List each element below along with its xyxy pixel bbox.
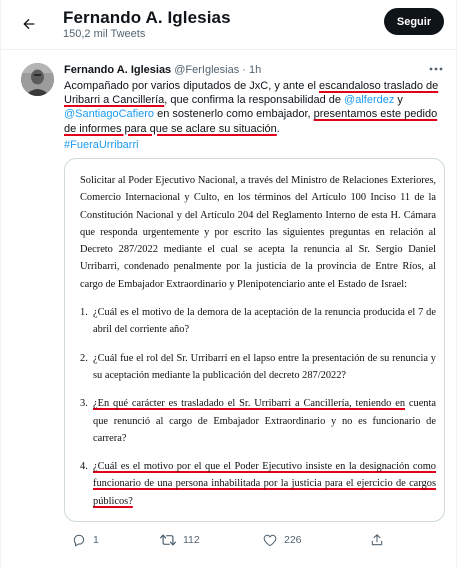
tweet-time[interactable]: 1h — [249, 64, 262, 76]
question-number: 3. — [80, 398, 88, 410]
like-icon — [263, 534, 277, 547]
question-text-underlined: ¿En qué carácter es trasladado el Sr. Urribarri a Cancillería, teniendo en — [93, 398, 406, 410]
document-text — [80, 172, 436, 510]
question-1 — [80, 304, 436, 339]
reply-count: 1 — [93, 534, 99, 546]
mention-alferdez[interactable]: @alferdez — [344, 94, 395, 107]
question-number: 1. — [80, 307, 88, 319]
avatar-image — [21, 63, 54, 96]
reply-icon — [72, 533, 86, 547]
author-handle[interactable]: @FerIglesias — [174, 64, 240, 76]
hashtag-link[interactable]: #FueraUrribarri — [64, 139, 139, 151]
tweet-actions — [64, 530, 445, 550]
retweet-button[interactable] — [160, 530, 200, 550]
back-button[interactable] — [15, 10, 43, 38]
tweet-text-part: , que confirma la responsabilidad de — [164, 94, 345, 107]
question-3 — [80, 395, 436, 447]
share-icon — [370, 533, 384, 547]
more-icon — [429, 67, 443, 71]
question-2 — [80, 350, 436, 385]
like-count: 226 — [284, 534, 302, 546]
more-button[interactable] — [427, 60, 445, 78]
spacer — [80, 384, 436, 395]
question-4 — [80, 458, 436, 510]
divider — [1, 49, 456, 50]
question-number: 2. — [80, 352, 88, 364]
profile-name: Fernando A. Iglesias — [63, 8, 231, 27]
tweet-count: 150,2 mil Tweets — [63, 28, 146, 40]
question-number: 4. — [80, 461, 88, 473]
underlined-phrase: escandaloso traslado de Uribarri a Cancillería — [64, 80, 439, 107]
spacer — [80, 339, 436, 350]
retweet-count: 112 — [183, 534, 200, 546]
share-button[interactable] — [370, 530, 384, 550]
attached-image[interactable] — [64, 158, 445, 522]
tweet-text-part: en sostenerlo como embajador, — [154, 108, 314, 121]
question-text-underlined: ¿Cuál es el motivo por el que el Poder Ejecutivo insiste en la designación como funcionario de una persona inhabilitada por la justicia para el ejercicio de cargos públicos? — [93, 461, 436, 507]
mention-santiagocafiero[interactable]: @SantiagoCafiero — [64, 108, 155, 121]
tweet-text-part: . — [276, 122, 280, 135]
question-text: cuenta que renunció al cargo de Embajador Extraordinario y no es funcionario de carrera? — [93, 398, 436, 444]
tweet-text-part: y — [394, 94, 403, 107]
like-button[interactable] — [263, 530, 302, 550]
author-name[interactable]: Fernando A. Iglesias — [64, 64, 172, 76]
profile-header — [1, 0, 456, 50]
tweet-text-part: Acompañado por varios diputados de JxC, y ante el — [64, 80, 319, 92]
underlined-phrase: presentamos este pedido de informes para que se aclare su situación — [64, 108, 438, 135]
meta-separator: · — [242, 64, 246, 76]
question-text: ¿Cuál es el motivo de la demora de la aceptación de la renuncia producida el 7 de abril del corriente año? — [93, 307, 436, 336]
tweet-header — [64, 64, 261, 76]
back-arrow-icon — [21, 16, 37, 32]
document-intro: Solicitar al Poder Ejecutivo Nacional, a través del Ministro de Relaciones Exteriores, Comercio Internacional y Culto, en los términos del Artículo 100 Inciso 11 de la Constitución Nacional y del Artículo 204 del Reglamento Interno de esta H. Cámara que responda urgentemente y por escrito las siguientes preguntas en relación al Decreto 287/2022 mediante el cual se acepta la renuncia al Sr. Sergio Daniel Urribarri, condenado penalmente por la justicia de la provincia de Entre Ríos, al cargo de Embajador Extraordinario y Plenipotenciario ante el Estado de Israel: — [80, 175, 436, 290]
question-text: ¿Cuál fue el rol del Sr. Urribarri en el lapso entre la presentación de su renuncia y su aceptación mediante la publicación del decreto 287/2022? — [93, 352, 436, 381]
spacer — [80, 447, 436, 458]
avatar[interactable] — [21, 63, 54, 96]
tweet-text — [64, 79, 442, 136]
spacer — [80, 293, 436, 304]
follow-button[interactable]: Seguir — [384, 8, 444, 35]
reply-button[interactable] — [72, 530, 99, 550]
retweet-icon — [160, 533, 176, 547]
